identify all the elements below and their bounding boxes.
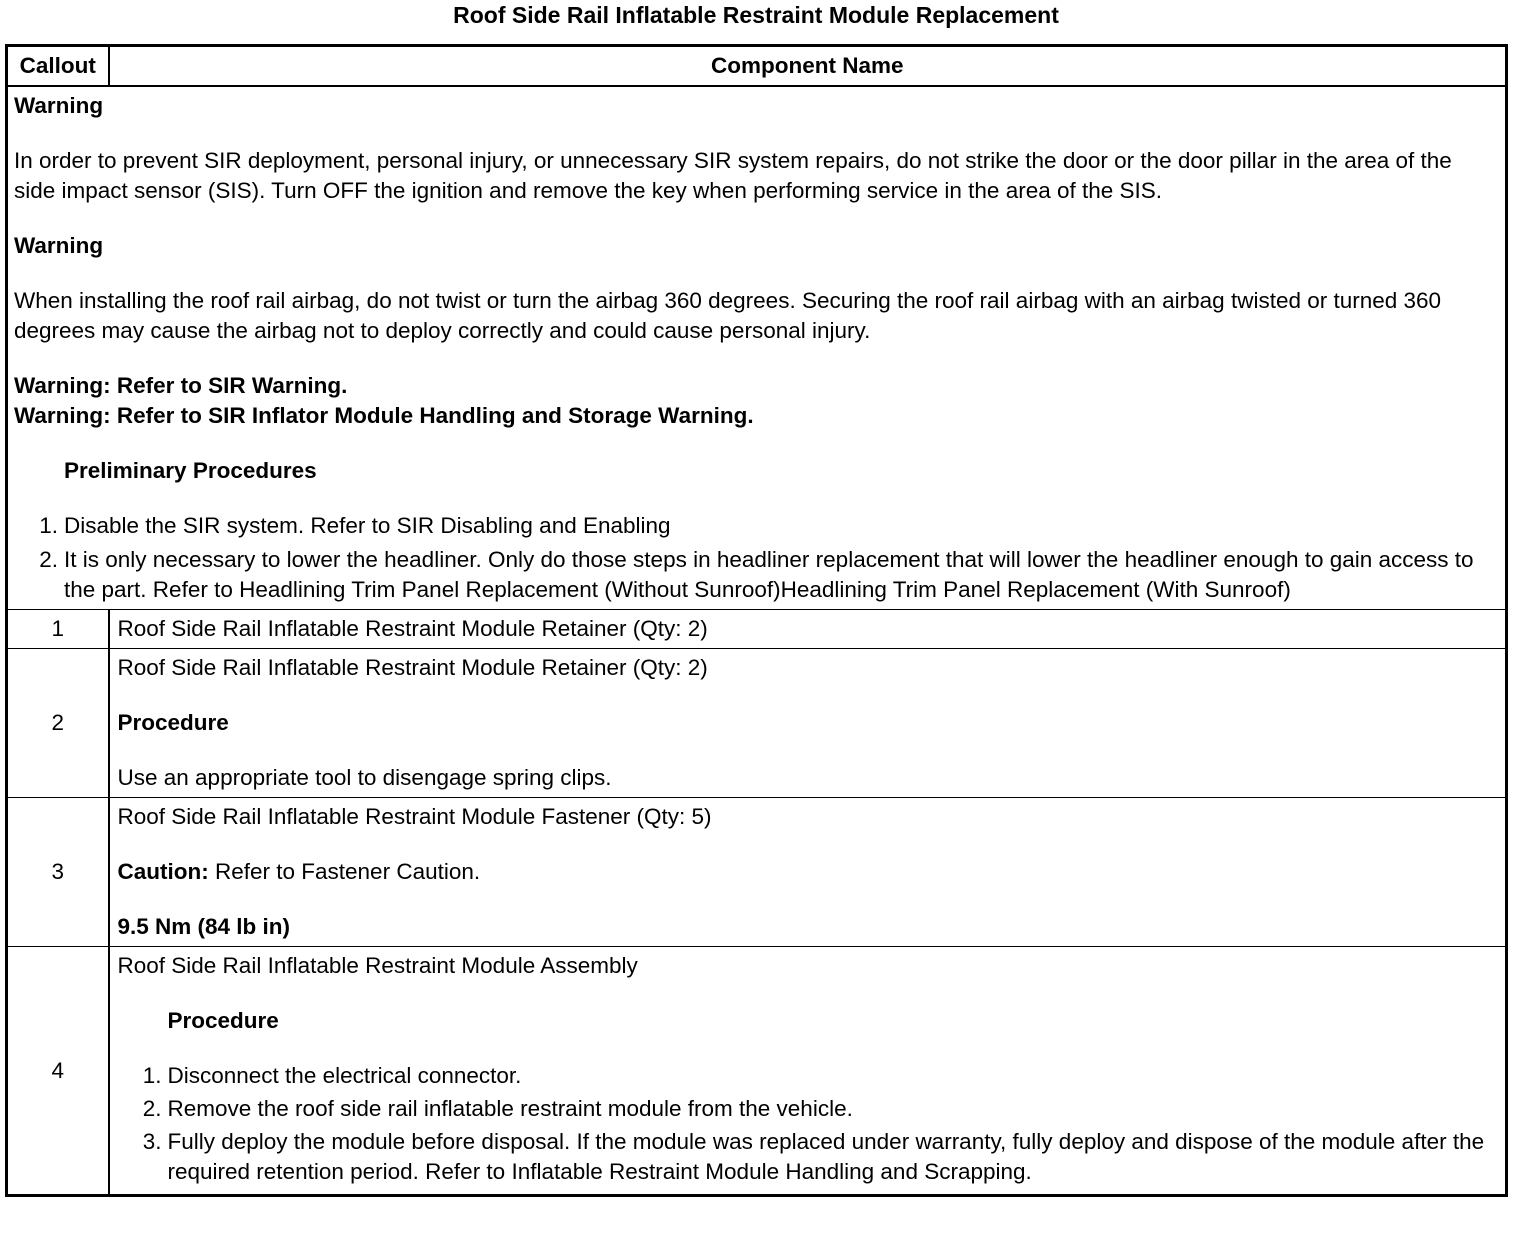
component-cell <box>109 798 1507 947</box>
component-name: Roof Side Rail Inflatable Restraint Module Retainer (Qty: 2) <box>117 655 708 680</box>
caution-text: Refer to Fastener Caution. <box>208 859 481 884</box>
warning-text: When installing the roof rail airbag, do not twist or turn the airbag 360 degrees. Securing the roof rail airbag with an airbag twisted or turned 360 degrees may cause the airbag not to deploy correctly and could cause personal injury. <box>14 288 1442 343</box>
table-row <box>7 947 1507 1196</box>
caution-label: Caution: <box>117 859 209 884</box>
sir-warning-reference: Warning: Refer to SIR Warning. <box>14 373 348 398</box>
torque-spec: 9.5 Nm (84 lb in) <box>117 914 291 939</box>
callout-number: 2 <box>7 649 109 798</box>
procedure-steps-list <box>118 1061 1500 1187</box>
warning-label: Warning <box>14 233 104 258</box>
list-item <box>118 1094 1500 1124</box>
intro-cell <box>7 86 1507 610</box>
warning-label: Warning <box>14 93 104 118</box>
step-text: Fully deploy the module before disposal. If the module was replaced under warranty, fully deploy and dispose of the module after the required retention period. Refer to Inflatable Restraint Module Handling and Scrapping. <box>167 1129 1485 1184</box>
step-text: Disable the SIR system. Refer to SIR Disabling and Enabling <box>64 513 671 538</box>
component-name: Roof Side Rail Inflatable Restraint Module Fastener (Qty: 5) <box>117 804 712 829</box>
document-title: Roof Side Rail Inflatable Restraint Module Replacement <box>453 2 1059 28</box>
procedure-text: Use an appropriate tool to disengage spring clips. <box>117 765 612 790</box>
component-name-header: Component Name <box>109 46 1507 87</box>
warning-text: In order to prevent SIR deployment, personal injury, or unnecessary SIR system repairs, do not strike the door or the door pillar in the area of the side impact sensor (SIS). Turn OFF the ignition and remove the key when performing service in the area of the SIS. <box>14 148 1452 203</box>
procedure-label: Procedure <box>167 1008 279 1033</box>
component-table <box>5 44 1508 1197</box>
table-row <box>7 610 1507 649</box>
table-header-row <box>7 46 1507 87</box>
table-row <box>7 649 1507 798</box>
procedure-label: Procedure <box>117 710 229 735</box>
callout-header: Callout <box>7 46 109 87</box>
component-cell <box>109 610 1507 649</box>
step-text: It is only necessary to lower the headliner. Only do those steps in headliner replacement that will lower the headliner enough to gain access to the part. Refer to Headlining Trim Panel Replacement (Without Sunroof)Headlining Trim Panel Replacement (With Sunroof) <box>64 547 1474 602</box>
list-item <box>118 1061 1500 1091</box>
preliminary-steps-list <box>14 511 1499 605</box>
callout-number: 3 <box>7 798 109 947</box>
inflator-warning-reference: Warning: Refer to SIR Inflator Module Handling and Storage Warning. <box>14 403 754 428</box>
table-row <box>7 798 1507 947</box>
step-text: Disconnect the electrical connector. <box>167 1063 522 1088</box>
step-number: 1. <box>39 513 58 538</box>
component-name: Roof Side Rail Inflatable Restraint Module Retainer (Qty: 2) <box>117 616 708 641</box>
list-item <box>14 511 1499 541</box>
component-cell <box>109 947 1507 1196</box>
callout-number: 1 <box>7 610 109 649</box>
component-cell <box>109 649 1507 798</box>
caution-line <box>118 857 1500 887</box>
step-number: 3. <box>142 1129 162 1154</box>
step-number: 1. <box>142 1063 162 1088</box>
step-text: Remove the roof side rail inflatable restraint module from the vehicle. <box>167 1096 853 1121</box>
callout-number: 4 <box>7 947 109 1196</box>
intro-row <box>7 86 1507 610</box>
step-number: 2. <box>142 1096 162 1121</box>
step-number: 2. <box>39 547 58 572</box>
list-item <box>118 1127 1500 1187</box>
list-item <box>14 545 1499 605</box>
preliminary-procedures-heading: Preliminary Procedures <box>64 458 317 483</box>
component-name: Roof Side Rail Inflatable Restraint Module Assembly <box>117 953 638 978</box>
